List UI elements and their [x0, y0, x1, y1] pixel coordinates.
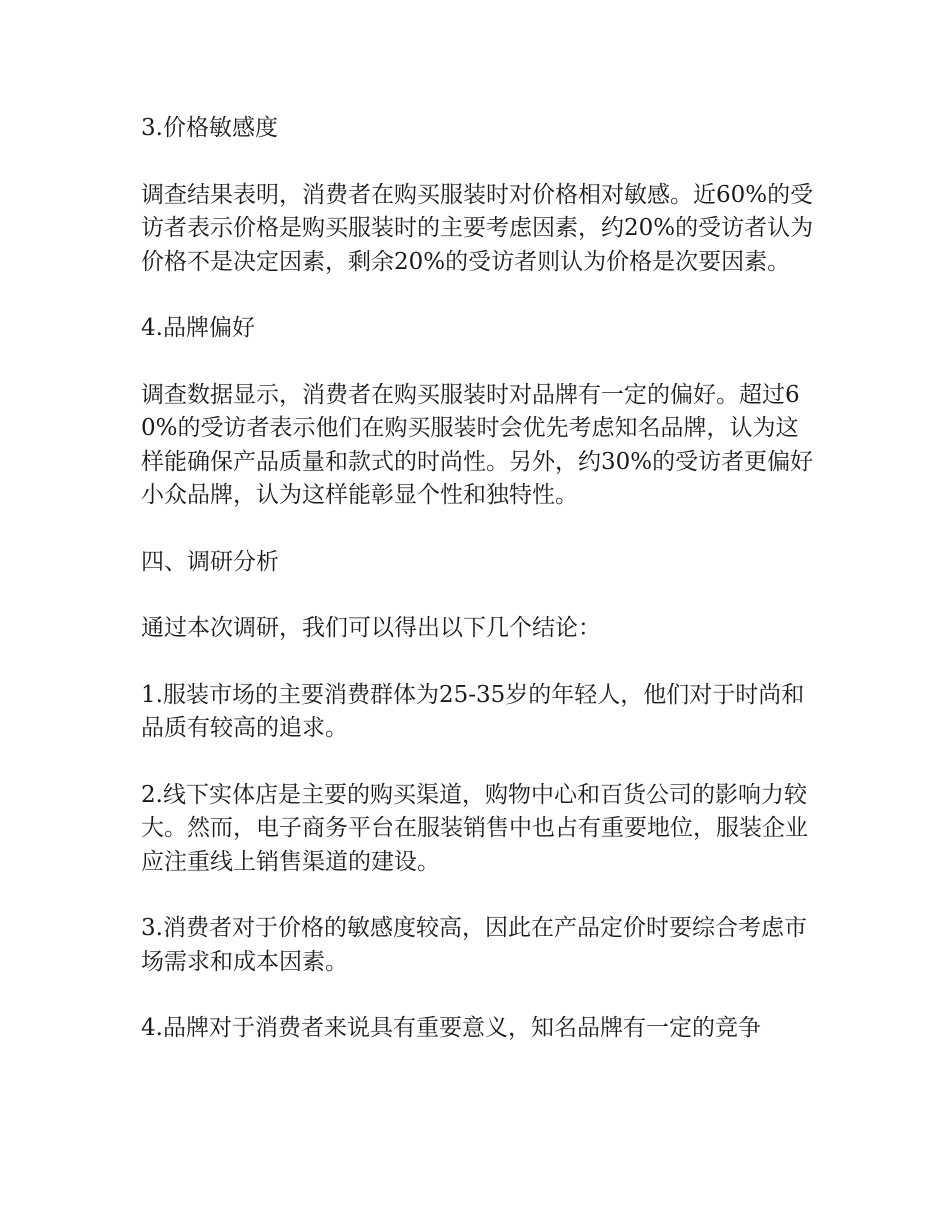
section-heading-brand-preference: 4.品牌偏好: [141, 315, 255, 341]
conclusion-item-4: 4.品牌对于消费者来说具有重要意义，知名品牌有一定的竞争: [141, 1015, 761, 1041]
section-heading-analysis: 四、调研分析: [141, 548, 279, 575]
paragraph-analysis-intro: 通过本次调研，我们可以得出以下几个结论：: [141, 615, 601, 641]
paragraph-price-sensitivity: 调查结果表明，消费者在购买服装时对价格相对敏感。近60%的受访者表示价格是购买服装时的主要考虑因素，约20%的受访者认为价格不是决定因素，剩余20%的受访者则认为价格是次要因素。: [141, 181, 814, 275]
conclusion-item-3: 3.消费者对于价格的敏感度较高，因此在产品定价时要综合考虑市场需求和成本因素。: [141, 915, 807, 975]
document-body: [141, 112, 816, 1079]
section-heading-price-sensitivity: 3.价格敏感度: [141, 115, 278, 141]
conclusion-item-1: 1.服装市场的主要消费群体为25-35岁的年轻人，他们对于时尚和品质有较高的追求。: [141, 681, 805, 741]
paragraph-brand-preference: 调查数据显示，消费者在购买服装时对品牌有一定的偏好。超过60%的受访者表示他们在购买服装时会优先考虑知名品牌，认为这样能确保产品质量和款式的时尚性。另外，约30%的受访者更偏好小众品牌，认为这样能彰显个性和独特性。: [141, 381, 814, 508]
conclusion-item-2: 2.线下实体店是主要的购买渠道，购物中心和百货公司的影响力较大。然而，电子商务平台在服装销售中也占有重要地位，服装企业应注重线上销售渠道的建设。: [141, 781, 808, 875]
